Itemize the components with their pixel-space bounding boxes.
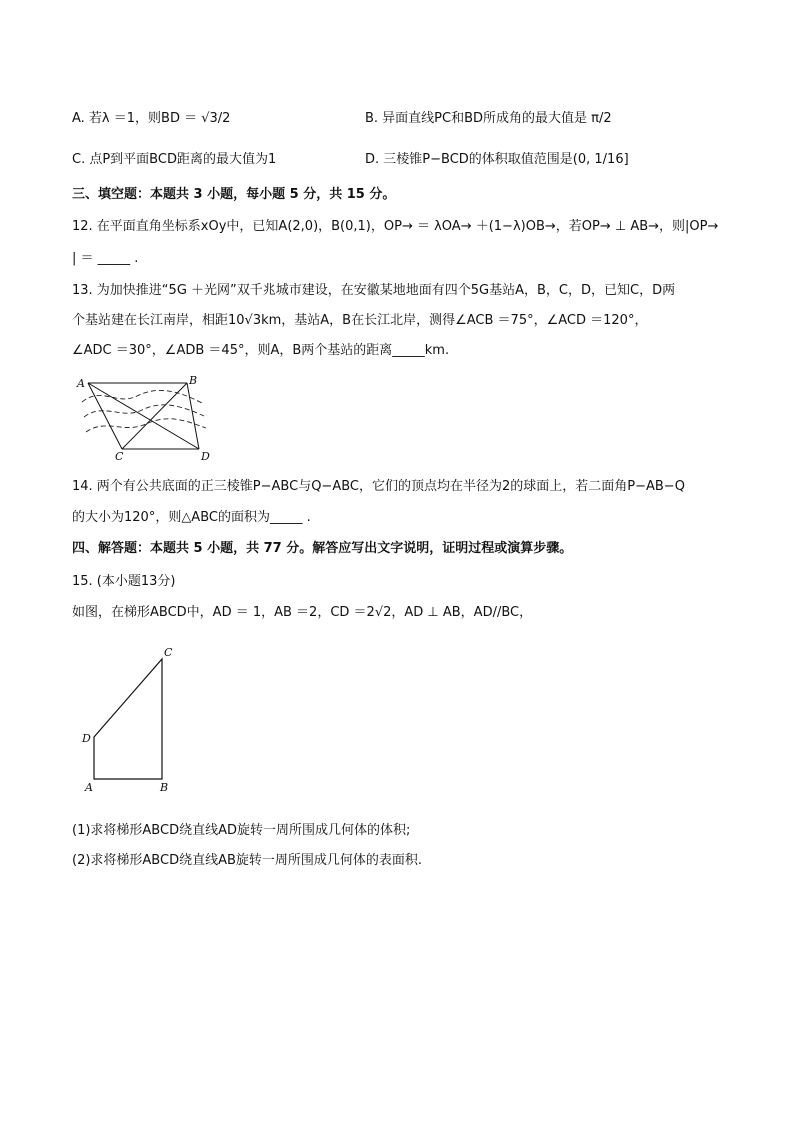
q15-trapezoid-figure (78, 642, 188, 792)
option-b: B. 异面直线PC和BD所成角的最大值是 π/2 (365, 111, 612, 126)
q12-line-1: 12. 在平面直角坐标系xOy中，已知A(2,0)，B(0,1)，OP→ ＝ λOA→ ＋(1−λ)OB→，若OP→ ⊥ AB→，则|OP→ (72, 219, 719, 234)
option-a: A. 若λ ＝1，则BD ＝ √3/2 (72, 111, 231, 126)
q15-part-2: (2)求将梯形ABCD绕直线AB旋转一周所围成几何体的表面积. (72, 853, 423, 868)
q13-figure (72, 372, 222, 462)
section-4-heading: 四、解答题：本题共 5 小题，共 77 分。解答应写出文字说明，证明过程或演算步骤。 (72, 541, 573, 556)
q13-line-1: 13. 为加快推进“5G ＋光网”双千兆城市建设，在安徽某地地面有四个5G基站A，B，C，D，已知C，D两 (72, 283, 676, 298)
river-waves (82, 390, 206, 432)
label-a: A (85, 781, 93, 792)
label-c: C (115, 450, 124, 462)
q14-line-2: 的大小为120°，则△ABC的面积为_____ . (72, 510, 311, 525)
label-b: B (189, 374, 198, 387)
option-d: D. 三棱锥P−BCD的体积取值范围是(0, 1/16] (365, 152, 629, 167)
label-c: C (164, 646, 173, 659)
option-c: C. 点P到平面BCD距离的最大值为1 (72, 152, 277, 167)
q14-line-1: 14. 两个有公共底面的正三棱锥P−ABC与Q−ABC，它们的顶点均在半径为2的球面上，若二面角P−AB−Q (72, 479, 685, 494)
q15-title: 15. (本小题13分) (72, 574, 176, 589)
q13-line-2: 个基站建在长江南岸，相距10√3km，基站A，B在长江北岸，测得∠ACB ＝75°，∠ACD ＝120°， (72, 313, 648, 328)
label-d: D (82, 732, 91, 745)
trapezoid-abcd (94, 659, 162, 779)
q12-line-2: | ＝ _____ . (72, 251, 139, 266)
label-d: D (201, 450, 210, 462)
label-a: A (77, 377, 85, 390)
q15-stem: 如图，在梯形ABCD中，AD ＝ 1，AB ＝2，CD ＝2√2，AD ⊥ AB，AD//BC， (72, 605, 533, 620)
label-b: B (160, 781, 169, 792)
section-3-heading: 三、填空题：本题共 3 小题，每小题 5 分，共 15 分。 (72, 187, 396, 202)
q15-part-1: (1)求将梯形ABCD绕直线AD旋转一周所围成几何体的体积; (72, 823, 411, 838)
q13-line-3: ∠ADC ＝30°，∠ADB ＝45°，则A，B两个基站的距离_____km. (72, 343, 450, 358)
